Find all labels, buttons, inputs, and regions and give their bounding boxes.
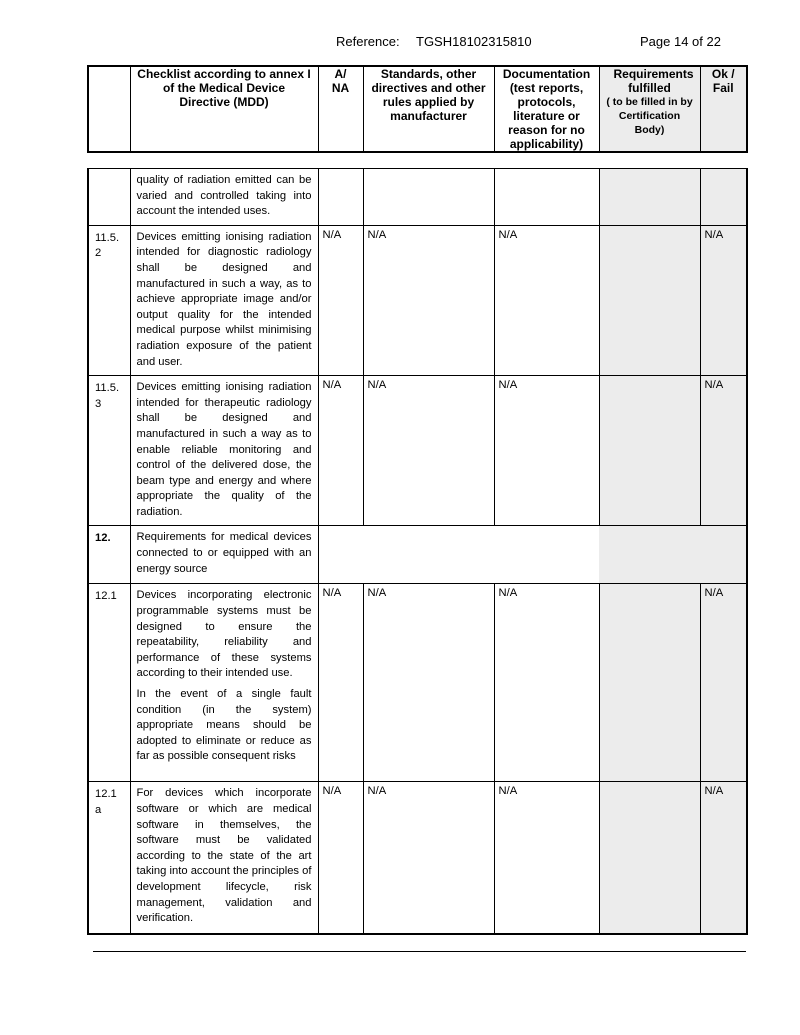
standards-value xyxy=(363,169,494,226)
row-number: 11.5. 3 xyxy=(88,376,130,526)
documentation-value xyxy=(494,169,599,226)
row-number: 12.1 xyxy=(88,584,130,782)
documentation-value: N/A xyxy=(494,225,599,375)
checklist-row xyxy=(88,584,747,782)
requirement-text xyxy=(130,782,318,934)
requirement-text xyxy=(130,526,318,584)
requirements-fulfilled-cell xyxy=(599,584,700,782)
standards-value: N/A xyxy=(363,376,494,526)
page-number: Page 14 of 22 xyxy=(640,34,721,49)
col-ok-fail-header: Ok / Fail xyxy=(700,66,747,152)
section-requirements-cell xyxy=(599,526,747,584)
ok-fail-value: N/A xyxy=(700,782,747,934)
a-na-value: N/A xyxy=(318,225,363,375)
checklist-row xyxy=(88,225,747,375)
requirements-fulfilled-cell xyxy=(599,782,700,934)
col-checklist-header: Checklist according to annex I of the Medical Device Directive (MDD) xyxy=(130,66,318,152)
col-a-na-header: A/ NA xyxy=(318,66,363,152)
ok-fail-value xyxy=(700,169,747,226)
a-na-value: N/A xyxy=(318,584,363,782)
requirement-text xyxy=(130,225,318,375)
checklist-row xyxy=(88,376,747,526)
requirement-text xyxy=(130,376,318,526)
ok-fail-value: N/A xyxy=(700,376,747,526)
requirement-paragraph: Requirements for medical devices connected to or equipped with an energy source xyxy=(136,531,312,575)
section-row xyxy=(88,526,747,584)
documentation-value: N/A xyxy=(494,376,599,526)
ok-fail-value: N/A xyxy=(700,584,747,782)
documentation-value: N/A xyxy=(494,782,599,934)
a-na-value: N/A xyxy=(318,376,363,526)
requirements-title: Requirements fulfilled xyxy=(613,67,694,95)
requirement-paragraph: Devices incorporating electronic programmable systems must be designed to ensure the repeatability, reliability and performance of these systems according to their intended use. xyxy=(136,589,312,680)
checklist-row xyxy=(88,169,747,226)
documentation-value: N/A xyxy=(494,584,599,782)
requirement-paragraph: In the event of a single fault condition (in the system) appropriate means should be adopted to eliminate or reduce as far as possible consequent risks xyxy=(136,688,312,763)
requirement-text xyxy=(130,169,318,226)
footer-rule xyxy=(93,951,746,952)
row-number: 12.1 a xyxy=(88,782,130,934)
requirement-paragraph: For devices which incorporate software or which are medical software in themselves, the software must be validated according to the state of the art taking into account the principles of development lifecycle, risk management, validation and verification. xyxy=(136,787,312,925)
requirements-fulfilled-cell xyxy=(599,376,700,526)
a-na-value: N/A xyxy=(318,782,363,934)
col-num-header xyxy=(88,66,130,152)
requirements-fulfilled-cell xyxy=(599,225,700,375)
col-standards-header: Standards, other directives and other rules applied by manufacturer xyxy=(363,66,494,152)
requirements-subtitle: ( to be filled in by Certification Body) xyxy=(606,96,693,136)
checklist-row xyxy=(88,782,747,934)
requirement-paragraph: quality of radiation emitted can be varied and controlled taking into account the intended uses. xyxy=(136,174,312,218)
requirement-text xyxy=(130,584,318,782)
reference-label: Reference: xyxy=(336,34,400,49)
standards-value: N/A xyxy=(363,782,494,934)
standards-value: N/A xyxy=(363,584,494,782)
ok-fail-value: N/A xyxy=(700,225,747,375)
row-number: 12. xyxy=(88,526,130,584)
requirement-paragraph: Devices emitting ionising radiation intended for diagnostic radiology shall be designed and manufactured in such a way, as to achieve appropriate image and/or output quality for the intended medical purpose whilst minimising radiation exposure of the patient and user. xyxy=(136,230,312,368)
requirements-fulfilled-cell xyxy=(599,169,700,226)
section-empty-cells xyxy=(318,526,599,584)
col-requirements-header xyxy=(599,66,700,152)
checklist-body-table xyxy=(87,168,748,935)
checklist-header-table xyxy=(87,65,748,153)
row-number: 11.5. 2 xyxy=(88,225,130,375)
a-na-value xyxy=(318,169,363,226)
requirement-paragraph: Devices emitting ionising radiation intended for therapeutic radiology shall be designed and manufactured in such a way as to enable reliable monitoring and control of the delivered dose, the beam type and energy and where appropriate the quality of the radiation. xyxy=(136,381,312,518)
standards-value: N/A xyxy=(363,225,494,375)
row-number xyxy=(88,169,130,226)
col-documentation-header: Documentation (test reports, protocols, literature or reason for no applicability) xyxy=(494,66,599,152)
reference-value: TGSH18102315810 xyxy=(416,34,532,49)
